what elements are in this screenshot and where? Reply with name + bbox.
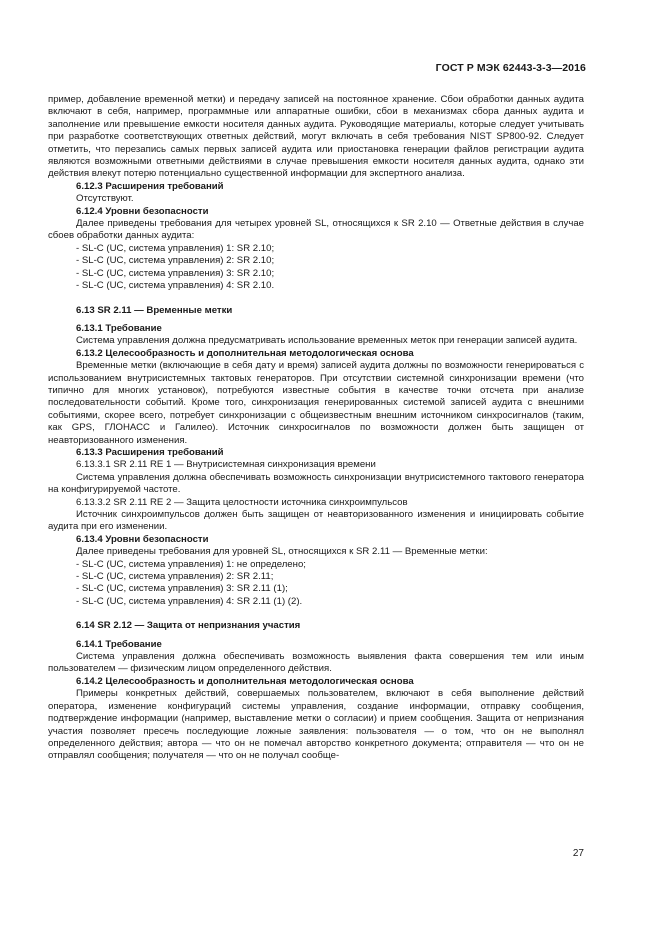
paragraph: Источник синхроимпульсов должен быть защищен от неавторизованного изменения и инициировать событие аудита при его изменении. bbox=[48, 509, 584, 533]
section-heading-6-13-1: 6.13.1 Требование bbox=[76, 322, 162, 334]
paragraph: Система управления должна предусматривать использование временных меток при генерации записей аудита. bbox=[76, 335, 578, 347]
section-heading-6-13-2: 6.13.2 Целесообразность и дополнительная методологическая основа bbox=[76, 347, 414, 359]
section-heading-6-12-3: 6.12.3 Расширения требований bbox=[76, 180, 224, 192]
paragraph-continued: пример, добавление временной метки) и передачу записей на постоянное хранение. Сбои обработки данных аудита включают в себя, например, программные или аппаратные ошибки, сбои в механизмах сбора данных аудита и заполнение или превышение емкости носителя данных аудита. Руководящие материалы, которые следует учитывать при разработке соответствующих ответных действий, могут включать в себя требования NIST SP800-92. Следует отметить, что перезапись самых первых записей аудита или приостановка генерации файлов регистрации аудита являются возможными ответными действиями в случае превышения емкости носителя данных аудита, однако эти действия влекут потерю потенциально существенной информации для экспертного анализа. bbox=[48, 94, 584, 180]
sl-list-6-13-4 bbox=[48, 559, 584, 609]
subsection-heading-6-13-3-2: 6.13.3.2 SR 2.11 RE 2 — Защита целостности источника синхроимпульсов bbox=[76, 496, 408, 508]
list-item: - SL-C (UC, система управления) 2: SR 2.11; bbox=[76, 571, 584, 583]
section-heading-6-13: 6.13 SR 2.11 — Временные метки bbox=[76, 304, 233, 316]
paragraph: Далее приведены требования для уровней SL, относящихся к SR 2.11 — Временные метки: bbox=[76, 546, 488, 558]
paragraph: Примеры конкретных действий, совершаемых пользователем, включают в себя выполнение действий оператора, изменение конфигураций системы управления, создание информации, отправку сообщения, подтверждение информации (например, выставление метки о согласии) и прием сообщения. Защита от непризнания участия позволяет пресечь последующие ложные заявления: пользователя — о том, что он не выполнял определенного действия; автора — что он не помечал авторство конкретного документа; отправителя — что он не отправлял сообщения; получателя — что он не получал сообще- bbox=[48, 688, 584, 762]
section-heading-6-14-2: 6.14.2 Целесообразность и дополнительная методологическая основа bbox=[76, 675, 414, 687]
paragraph: Временные метки (включающие в себя дату и время) записей аудита должны по возможности генерироваться с использованием внутрисистемных тактовых генераторов. При отсутствии системной синхронизации времени (что типично для многих установок), потребуются известные события в качестве точки отсчета при анализе последовательности событий. Кроме того, синхронизация генерированных системой записей аудита с внешними событиями, скорее всего, потребует синхронизации с общеизвестным внешним источником синхросигналов (таким, как GPS, ГЛОНАСС и Галилео). Источник синхросигналов по возможности должен быть защищен от неавторизованного изменения. bbox=[48, 360, 584, 446]
paragraph: Далее приведены требования для четырех уровней SL, относящихся к SR 2.10 — Ответные действия в случае сбоев обработки данных аудита: bbox=[48, 218, 584, 242]
list-item: - SL-C (UC, система управления) 2: SR 2.10; bbox=[76, 255, 584, 267]
list-item: - SL-C (UC, система управления) 3: SR 2.11 (1); bbox=[76, 583, 584, 595]
section-heading-6-12-4: 6.12.4 Уровни безопасности bbox=[76, 205, 209, 217]
section-heading-6-13-4: 6.13.4 Уровни безопасности bbox=[76, 533, 209, 545]
sl-list-6-12-4 bbox=[48, 243, 584, 293]
paragraph: Отсутствуют. bbox=[76, 193, 134, 205]
list-item: - SL-C (UC, система управления) 1: SR 2.10; bbox=[76, 243, 584, 255]
page-content bbox=[48, 94, 584, 763]
subsection-heading-6-13-3-1: 6.13.3.1 SR 2.11 RE 1 — Внутрисистемная синхронизация времени bbox=[76, 459, 376, 471]
standard-header: ГОСТ Р МЭК 62443-3-3—2016 bbox=[435, 62, 586, 74]
list-item: - SL-C (UC, система управления) 4: SR 2.10. bbox=[76, 280, 584, 292]
paragraph: Система управления должна обеспечивать возможность выявления факта совершения тем или иным пользователем — физическим лицом определенного действия. bbox=[48, 651, 584, 675]
list-item: - SL-C (UC, система управления) 4: SR 2.11 (1) (2). bbox=[76, 596, 584, 608]
section-heading-6-13-3: 6.13.3 Расширения требований bbox=[76, 446, 224, 458]
section-heading-6-14-1: 6.14.1 Требование bbox=[76, 638, 162, 650]
list-item: - SL-C (UC, система управления) 1: не определено; bbox=[76, 559, 584, 571]
paragraph: Система управления должна обеспечивать возможность синхронизации внутрисистемного тактового генератора на конфигурируемой частоте. bbox=[48, 471, 584, 496]
page-number: 27 bbox=[572, 848, 584, 859]
list-item: - SL-C (UC, система управления) 3: SR 2.10; bbox=[76, 268, 584, 280]
section-heading-6-14: 6.14 SR 2.12 — Защита от непризнания участия bbox=[76, 620, 301, 632]
